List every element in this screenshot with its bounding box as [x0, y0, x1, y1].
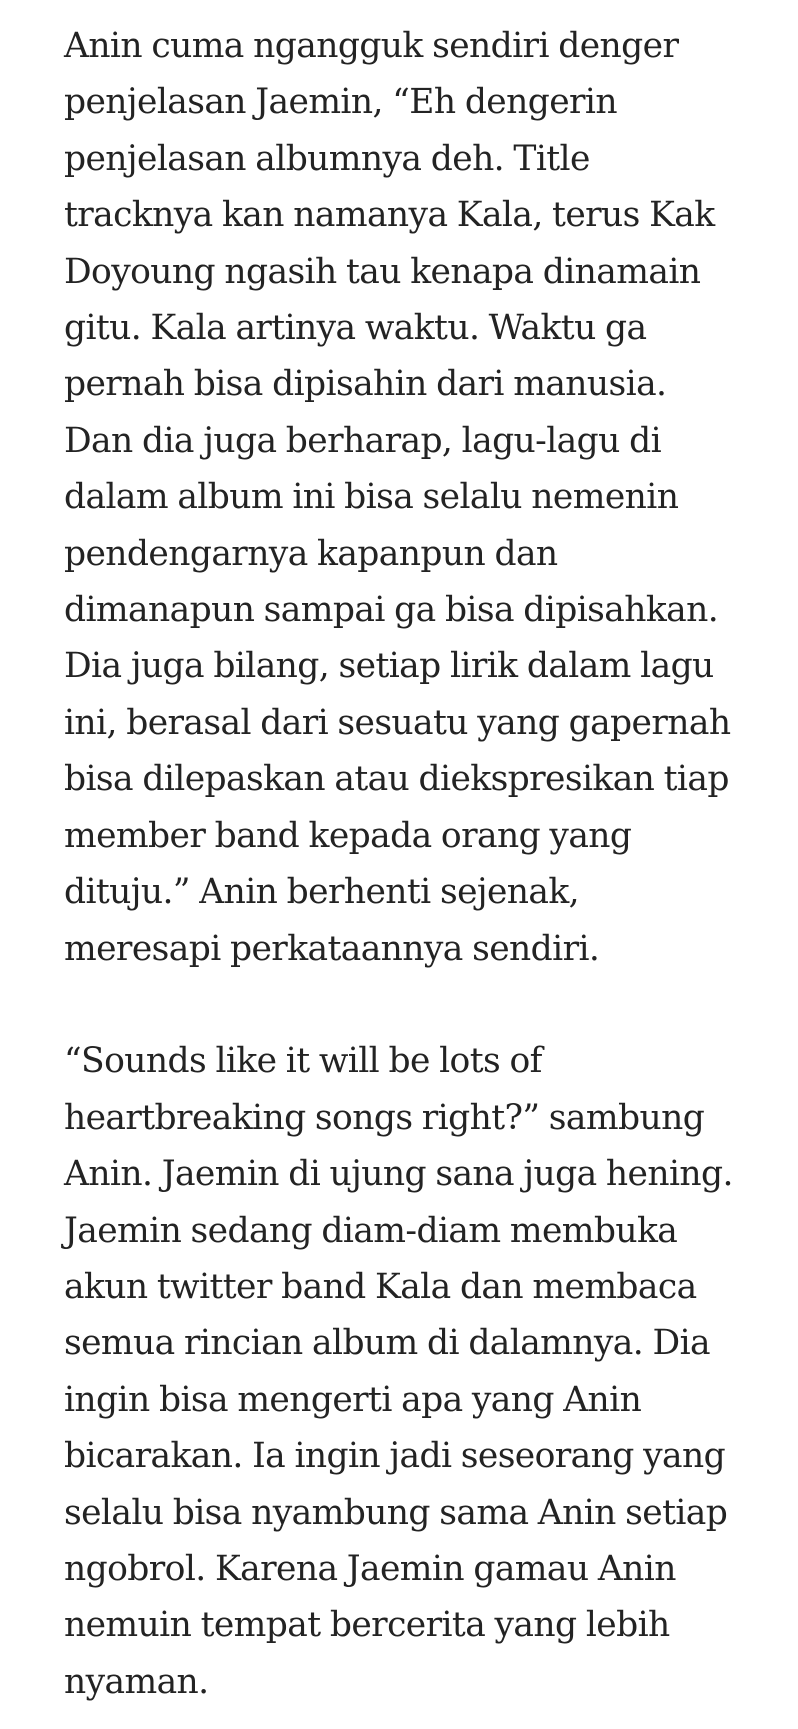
text-line: pendengarnya kapanpun dan [64, 533, 558, 574]
text-line: bisa dilepaskan atau diekspresikan tiap [64, 759, 729, 800]
paragraph-2 [64, 1033, 764, 1710]
text-line: ngobrol. Karena Jaemin gamau Anin [64, 1548, 676, 1589]
text-line: pernah bisa dipisahin dari manusia. [64, 364, 667, 405]
paragraph-1 [64, 18, 764, 977]
text-line: gitu. Kala artinya waktu. Waktu ga [64, 308, 647, 349]
text-line: dimanapun sampai ga bisa dipisahkan. [64, 590, 719, 631]
text-line: Anin. Jaemin di ujung sana juga hening. [64, 1154, 733, 1195]
text-line: bicarakan. Ia ingin jadi seseorang yang [64, 1436, 726, 1477]
text-line: member band kepada orang yang [64, 815, 632, 856]
text-line: dalam album ini bisa selalu nemenin [64, 477, 679, 518]
text-line: tracknya kan namanya Kala, terus Kak [64, 195, 715, 236]
text-line: heartbreaking songs right?” sambung [64, 1097, 705, 1138]
text-line: Dan dia juga berharap, lagu-lagu di [64, 420, 662, 461]
text-line: nemuin tempat bercerita yang lebih [64, 1605, 670, 1646]
text-line: Doyoung ngasih tau kenapa dinamain [64, 251, 701, 292]
text-line: Dia juga bilang, setiap lirik dalam lagu [64, 646, 714, 687]
text-line: meresapi perkataannya sendiri. [64, 928, 600, 969]
text-line: Anin cuma ngangguk sendiri denger [64, 26, 679, 66]
text-line: akun twitter band Kala dan membaca [64, 1266, 697, 1307]
text-line: selalu bisa nyambung sama Anin setiap [64, 1492, 728, 1533]
text-line: semua rincian album di dalamnya. Dia [64, 1323, 710, 1364]
text-line: ini, berasal dari sesuatu yang gapernah [64, 702, 731, 743]
text-line: dituju.” Anin berhenti sejenak, [64, 872, 580, 913]
text-line: Jaemin sedang diam-diam membuka [64, 1210, 678, 1251]
text-line: penjelasan albumnya deh. Title [64, 138, 590, 179]
text-line: penjelasan Jaemin, “Eh dengerin [64, 82, 617, 123]
text-line: ingin bisa mengerti apa yang Anin [64, 1379, 642, 1420]
story-text [64, 18, 764, 1710]
text-line: nyaman. [64, 1661, 209, 1702]
text-line: “Sounds like it will be lots of [64, 1041, 542, 1082]
